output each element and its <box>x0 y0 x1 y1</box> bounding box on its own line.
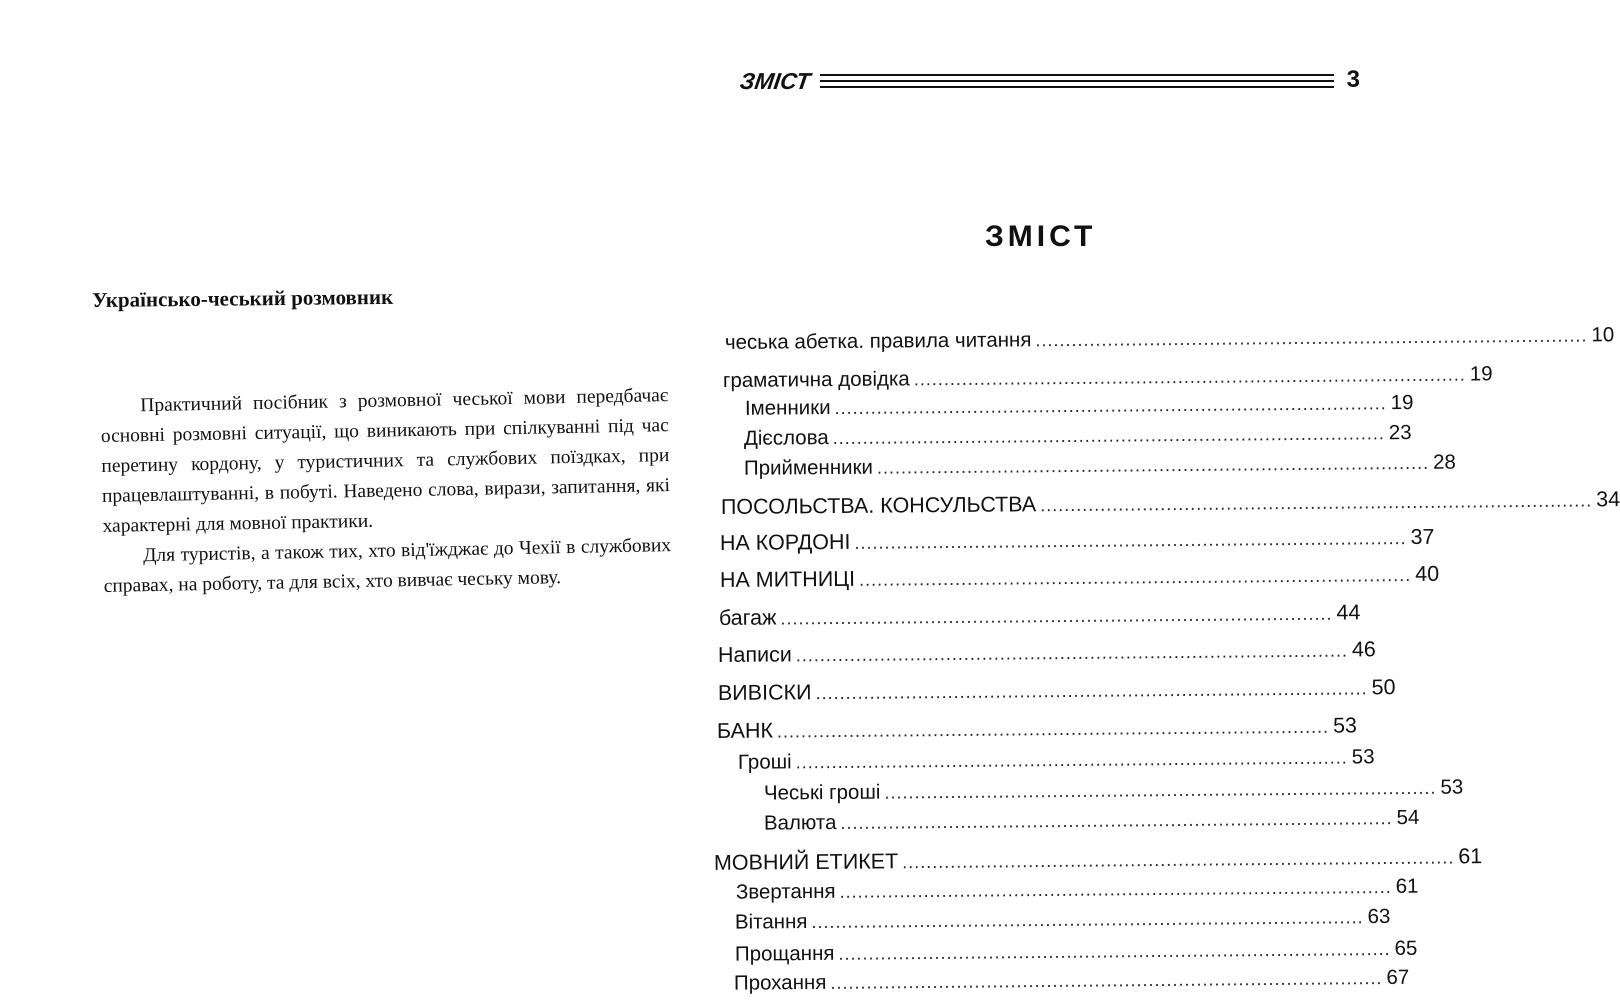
table-of-contents <box>700 0 1620 1000</box>
toc-entry-label: Дієслова <box>743 426 829 450</box>
toc-entry-page: 34 <box>1596 487 1620 512</box>
toc-entry-label: БАНК <box>716 718 774 744</box>
toc-leader: ............................................................................................ <box>815 678 1368 704</box>
toc-leader: ............................................................................................ <box>884 777 1437 803</box>
toc-entry-page: 19 <box>1469 362 1493 386</box>
toc-entry-page: 37 <box>1410 524 1435 549</box>
toc-entry-label: Чеські гроші <box>763 780 881 805</box>
book-description <box>100 381 672 602</box>
toc-entry <box>734 904 1391 935</box>
left-page <box>0 0 700 1000</box>
toc-entry-page: 63 <box>1367 904 1391 929</box>
toc-leader: ............................................................................................ <box>795 640 1348 666</box>
book-title: Українсько-чеський розмовник <box>92 284 394 312</box>
toc-leader: ............................................................................................ <box>854 528 1407 553</box>
toc-leader: ............................................................................................ <box>859 564 1412 590</box>
toc-leader: ............................................................................................ <box>1035 325 1588 351</box>
right-page <box>700 0 1620 1000</box>
description-paragraph: Для туристів, а також тих, хто від'їжджає до Чехії в службових справах, на роботу, та для всіх, хто вивчає чеську мову. <box>103 535 672 597</box>
toc-leader: ............................................................................................ <box>776 716 1330 742</box>
toc-entry <box>717 637 1376 668</box>
toc-entry-label: Вітання <box>734 910 808 934</box>
toc-entry-page: 40 <box>1415 561 1440 586</box>
toc-entry-page: 28 <box>1432 450 1456 474</box>
toc-entry <box>719 561 1440 593</box>
toc-entry-page: 53 <box>1332 713 1358 738</box>
toc-entry <box>735 874 1419 905</box>
toc-entry <box>734 936 1418 967</box>
toc-entry-label: Прохання <box>733 970 827 995</box>
toc-entry <box>720 487 1620 520</box>
toc-entry <box>763 775 1464 806</box>
toc-entry-label: чеська абетка. правила читання <box>724 328 1032 354</box>
toc-entry <box>737 745 1375 775</box>
toc-leader: ............................................................................................ <box>838 938 1391 964</box>
toc-entry <box>724 323 1615 355</box>
toc-entry-label: граматична довідка <box>722 367 910 393</box>
toc-entry-label: Гроші <box>737 750 792 774</box>
toc-entry-page: 54 <box>1396 805 1420 830</box>
toc-entry <box>743 450 1456 481</box>
toc-entry-page: 23 <box>1388 420 1412 445</box>
toc-entry <box>717 675 1396 706</box>
toc-entry <box>716 713 1358 744</box>
toc-entry-page: 65 <box>1394 936 1418 960</box>
toc-leader: ............................................................................................ <box>902 847 1455 873</box>
header-label: ЗМІСТ <box>738 68 813 94</box>
toc-leader: ............................................................................................ <box>839 876 1392 902</box>
toc-entry-label: НА МИТНИЦІ <box>719 566 856 593</box>
toc-entry <box>763 805 1420 836</box>
toc-entry-label: Звертання <box>735 879 836 904</box>
toc-entry-page: 61 <box>1395 874 1419 898</box>
toc-entry <box>733 965 1410 996</box>
toc-entry-page: 44 <box>1336 600 1361 625</box>
toc-leader: ............................................................................................ <box>832 423 1385 449</box>
description-paragraph: Практичний посібник з розмовної чеської мови передбачає основні розмовні ситуації, що виникають при спілкуванні під час перетину кордону, у туристичних та службових поїздках, при працевлаштуванні, в побуті. Наведено слова, вирази, запитання, які характерні для мовної практики. <box>100 385 671 537</box>
toc-entry <box>722 362 1493 393</box>
toc-entry-label: НА КОРДОНІ <box>719 529 851 556</box>
toc-leader: ............................................................................................ <box>913 364 1466 390</box>
toc-leader: ............................................................................................ <box>795 747 1348 773</box>
toc-entry-label: ВИВІСКИ <box>717 680 812 706</box>
toc-entry-page: 61 <box>1458 844 1483 869</box>
toc-leader: ............................................................................................ <box>834 393 1387 419</box>
toc-entry-page: 46 <box>1351 637 1376 662</box>
page-number: 3 <box>1346 66 1360 93</box>
toc-entry-page: 50 <box>1371 675 1396 700</box>
toc-entry <box>719 524 1435 556</box>
toc-leader: ............................................................................................ <box>830 968 1383 993</box>
toc-entry-label: Валюта <box>763 810 837 835</box>
toc-entry-label: багаж <box>718 605 777 631</box>
toc-entry-label: Прийменники <box>743 455 874 480</box>
toc-leader: ............................................................................................ <box>780 603 1333 629</box>
toc-entry-label: Написи <box>717 642 792 668</box>
toc-leader: ............................................................................................ <box>1040 490 1593 516</box>
toc-entry <box>713 844 1483 876</box>
toc-entry-label: ПОСОЛЬСТВА. КОНСУЛЬСТВА <box>720 492 1037 520</box>
toc-entry-label: Прощання <box>734 941 835 966</box>
toc-entry <box>743 420 1412 451</box>
toc-entry-page: 67 <box>1386 965 1410 989</box>
toc-leader: ............................................................................................ <box>876 452 1430 478</box>
toc-leader: ............................................................................................ <box>840 808 1393 833</box>
toc-entry-label: Іменники <box>744 396 831 420</box>
toc-entry-page: 10 <box>1591 323 1615 347</box>
toc-leader: ............................................................................................ <box>811 907 1364 933</box>
toc-entry <box>744 390 1414 421</box>
toc-entry-page: 53 <box>1351 745 1375 769</box>
toc-entry-label: МОВНИЙ ЕТИКЕТ <box>713 849 899 875</box>
toc-entry-page: 19 <box>1390 390 1414 415</box>
toc-entry-page: 53 <box>1440 775 1464 799</box>
toc-entry <box>718 600 1361 631</box>
toc-title: ЗМІСТ <box>985 220 1097 253</box>
